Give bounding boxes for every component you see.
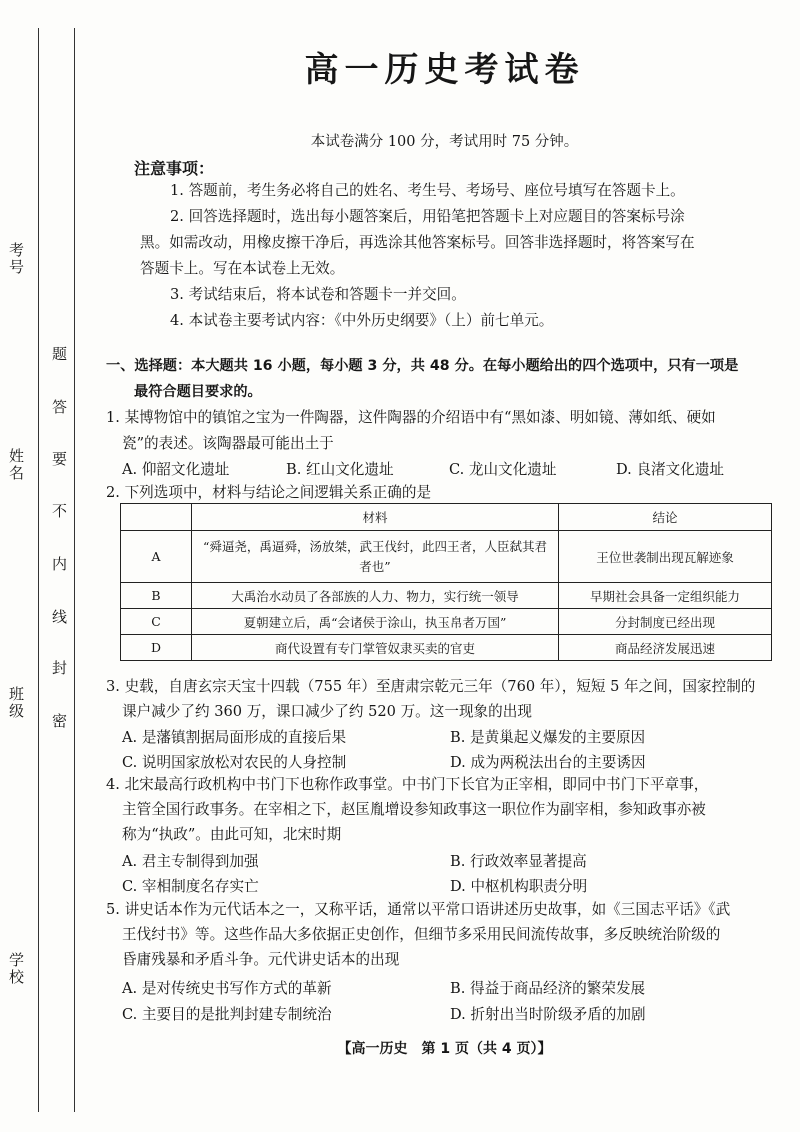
exam-number-label: 考号 (7, 242, 25, 276)
row-material: “舜逼尧，禹逼舜，汤放桀，武王伐纣，此四王者，人臣弑其君者也” (192, 531, 559, 583)
binding-line-inner (74, 28, 75, 1112)
warning-char: 封 (52, 659, 68, 677)
exam-subtitle: 本试卷满分 100 分，考试用时 75 分钟。 (310, 134, 579, 150)
q5-stem-line-3: 昏庸残暴和矛盾斗争。元代讲史话本的出现 (122, 951, 400, 968)
name-label: 姓名 (7, 448, 25, 482)
row-material: 夏朝建立后，禹“会诸侯于涂山，执玉帛者万国” (192, 609, 559, 635)
q3-stem-line-1: 3. 史载，自唐玄宗天宝十四载（755 年）至唐肃宗乾元三年（760 年），短短 5 年之间，国家控制的 (106, 678, 756, 695)
q1-option-a: A. 仰韶文化遗址 (122, 461, 230, 478)
q2-stem: 2. 下列选项中，材料与结论之间逻辑关系正确的是 (106, 484, 432, 501)
q3-option-a: A. 是藩镇割据局面形成的直接后果 (122, 729, 347, 746)
notice-item-2-line-1: 2. 回答选择题时，选出每小题答案后，用铅笔把答题卡上对应题目的答案标号涂 (170, 208, 685, 225)
row-material: 商代设置有专门掌管奴隶买卖的官吏 (192, 635, 559, 661)
row-option: C (121, 609, 192, 635)
q4-option-c: C. 宰相制度名存实亡 (122, 878, 259, 895)
notice-item-4: 4. 本试卷主要考试内容：《中外历史纲要》（上）前七单元。 (170, 312, 554, 329)
q5-option-d: D. 折射出当时阶级矛盾的加剧 (450, 1006, 646, 1023)
section-heading-line-1: 一、选择题：本大题共 16 小题，每小题 3 分，共 48 分。在每小题给出的四个选项中，只有一项是 (106, 358, 739, 374)
q4-option-b: B. 行政效率显著提高 (450, 853, 587, 870)
q2-table (120, 503, 772, 661)
row-material: 大禹治水动员了各部族的人力、物力，实行统一领导 (192, 583, 559, 609)
row-conclusion: 早期社会具备一定组织能力 (559, 583, 772, 609)
table-row (121, 609, 772, 635)
q5-option-c: C. 主要目的是批判封建专制统治 (122, 1006, 332, 1023)
warning-char: 线 (52, 608, 68, 626)
warning-char: 答 (52, 398, 68, 416)
q5-option-a: A. 是对传统史书写作方式的革新 (122, 980, 332, 997)
q3-option-c: C. 说明国家放松对农民的人身控制 (122, 754, 347, 771)
table-row (121, 531, 772, 583)
notice-item-2-line-2: 黑。如需改动，用橡皮擦干净后，再选涂其他答案标号。回答非选择题时，将答案写在 (140, 234, 695, 251)
q3-stem-line-2: 课户减少了约 360 万，课口减少了约 520 万。这一现象的出现 (122, 703, 532, 720)
q5-stem-line-2: 王伐纣书》等。这些作品大多依据正史创作，但细节多采用民间流传故事，多反映统治阶级的 (122, 926, 721, 943)
warning-char: 不 (52, 502, 68, 520)
q1-option-b: B. 红山文化遗址 (286, 461, 394, 478)
q3-option-b: B. 是黄巢起义爆发的主要原因 (450, 729, 646, 746)
notice-heading: 注意事项： (134, 159, 215, 178)
q1-option-c: C. 龙山文化遗址 (449, 461, 557, 478)
table-header-conclusion: 结论 (559, 504, 772, 531)
notice-item-1: 1. 答题前，考生务必将自己的姓名、考生号、考场号、座位号填写在答题卡上。 (170, 182, 685, 199)
section-heading-line-2: 最符合题目要求的。 (134, 384, 262, 400)
table-header-material: 材料 (192, 504, 559, 531)
q4-stem-line-1: 4. 北宋最高行政机构中书门下也称作政事堂。中书门下长官为正宰相，即同中书门下平章事， (106, 776, 709, 793)
table-row (121, 635, 772, 661)
q4-stem-line-2: 主管全国行政事务。在宰相之下，赵匡胤增设参知政事这一职位作为副宰相，参知政事亦被 (122, 801, 706, 818)
table-row (121, 583, 772, 609)
notice-item-3: 3. 考试结束后，将本试卷和答题卡一并交回。 (170, 286, 466, 303)
row-conclusion: 商品经济发展迅速 (559, 635, 772, 661)
page-footer: 【高一历史 第 1 页（共 4 页）】 (337, 1041, 552, 1057)
q4-option-d: D. 中枢机构职责分明 (450, 878, 588, 895)
q5-option-b: B. 得益于商品经济的繁荣发展 (450, 980, 646, 997)
row-option: D (121, 635, 192, 661)
school-label: 学校 (7, 952, 25, 986)
binding-line-outer (38, 28, 39, 1112)
q1-option-d: D. 良渚文化遗址 (616, 461, 725, 478)
warning-char: 题 (52, 345, 68, 363)
notice-item-2-line-3: 答题卡上。写在本试卷上无效。 (140, 260, 345, 277)
row-conclusion: 王位世袭制出现瓦解迹象 (559, 531, 772, 583)
warning-char: 内 (52, 555, 68, 573)
row-conclusion: 分封制度已经出现 (559, 609, 772, 635)
warning-char: 密 (52, 712, 68, 730)
q4-option-a: A. 君主专制得到加强 (122, 853, 259, 870)
q1-stem-line-2: 瓷”的表述。该陶器最可能出土于 (122, 435, 334, 452)
row-option: A (121, 531, 192, 583)
q3-option-d: D. 成为两税法出台的主要诱因 (450, 754, 646, 771)
table-header (121, 504, 192, 531)
q1-stem-line-1: 1. 某博物馆中的镇馆之宝为一件陶器，这件陶器的介绍语中有“黑如漆、明如镜、薄如纸、硬如 (106, 409, 716, 426)
row-option: B (121, 583, 192, 609)
warning-char: 要 (52, 450, 68, 468)
class-label: 班级 (7, 686, 25, 720)
q4-stem-line-3: 称为“执政”。由此可知，北宋时期 (122, 826, 342, 843)
q5-stem-line-1: 5. 讲史话本作为元代话本之一，又称平话，通常以平常口语讲述历史故事，如《三国志平话》《武 (106, 901, 731, 918)
exam-title: 高一历史考试卷 (304, 50, 585, 90)
table-header-row (121, 504, 772, 531)
